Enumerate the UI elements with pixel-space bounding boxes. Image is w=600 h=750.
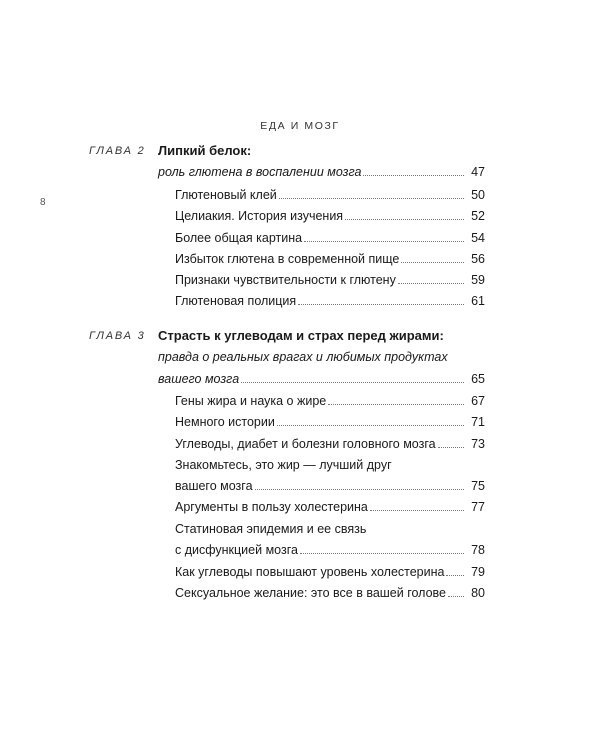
chapter-label: ГЛАВА 2: [89, 145, 146, 157]
dot-leader: [328, 404, 464, 405]
dot-leader: [448, 596, 464, 597]
toc-entry-subtitle[interactable]: [158, 371, 485, 387]
page-ref: 78: [471, 543, 485, 557]
page-ref: 79: [471, 565, 485, 579]
page-ref: 61: [471, 294, 485, 308]
dot-leader: [241, 382, 464, 383]
dot-leader: [446, 575, 464, 576]
toc-entry[interactable]: [175, 436, 485, 452]
toc-entry-line: [175, 521, 366, 537]
chapter-subtitle-text: роль глютена в воспалении мозга: [158, 165, 362, 179]
page-ref: 47: [471, 165, 485, 179]
page-ref: 75: [471, 479, 485, 493]
page-ref: 77: [471, 500, 485, 514]
toc-entry-text: Глютеновая полиция: [175, 294, 297, 308]
toc-entry-text: Целиакия. История изучения: [175, 209, 344, 223]
toc-entry-text: Признаки чувствительности к глютену: [175, 273, 396, 287]
toc-entry[interactable]: [175, 251, 485, 267]
dot-leader: [300, 553, 464, 554]
toc-entry[interactable]: [175, 187, 485, 203]
toc-entry[interactable]: [175, 478, 485, 494]
toc-entry-text: Более общая картина: [175, 231, 303, 245]
dot-leader: [298, 304, 464, 305]
toc-entry-text: Глютеновый клей: [175, 188, 277, 202]
chapter-subtitle-text: правда о реальных врагах и любимых продуктах: [158, 350, 448, 364]
chapter-title: [158, 143, 251, 159]
chapter-title-text: Липкий белок:: [158, 143, 252, 158]
toc-entry-text: Как углеводы повышают уровень холестерина: [175, 565, 445, 579]
toc-entry[interactable]: [175, 414, 485, 430]
dot-leader: [370, 510, 464, 511]
dot-leader: [345, 219, 464, 220]
toc-entry-text: с дисфункцией мозга: [175, 543, 298, 557]
toc-entry[interactable]: [175, 230, 485, 246]
dot-leader: [279, 198, 464, 199]
page-ref: 50: [471, 188, 485, 202]
toc-entry[interactable]: [175, 272, 485, 288]
toc-entry-text: Гены жира и наука о жире: [175, 394, 327, 408]
toc-entry-text: Сексуальное желание: это все в вашей голове: [175, 586, 447, 600]
toc-entry[interactable]: [175, 208, 485, 224]
dot-leader: [438, 447, 464, 448]
toc-entry-subtitle-line: [158, 349, 448, 365]
dot-leader: [304, 241, 464, 242]
page-ref: 56: [471, 252, 485, 266]
toc-entry[interactable]: [175, 393, 485, 409]
toc-entry[interactable]: [175, 542, 485, 558]
dot-leader: [401, 262, 464, 263]
dot-leader: [363, 175, 464, 176]
page-ref: 65: [471, 372, 485, 386]
toc-entry-text: Избыток глютена в современной пище: [175, 252, 400, 266]
page-number: 8: [40, 197, 46, 208]
page-ref: 73: [471, 437, 485, 451]
dot-leader: [255, 489, 464, 490]
toc-entry-text: вашего мозга: [175, 479, 253, 493]
chapter-title: [158, 328, 444, 344]
page-ref: 71: [471, 415, 485, 429]
page-ref: 59: [471, 273, 485, 287]
page-ref: 80: [471, 586, 485, 600]
toc-entry-subtitle[interactable]: [158, 164, 485, 180]
toc-entry[interactable]: [175, 499, 485, 515]
page-ref: 54: [471, 231, 485, 245]
chapter-subtitle-text: вашего мозга: [158, 372, 240, 386]
toc-entry-text: Знакомьтесь, это жир — лучший друг: [175, 458, 392, 472]
dot-leader: [398, 283, 464, 284]
toc-entry-line: [175, 457, 392, 473]
toc-entry[interactable]: [175, 564, 485, 580]
toc-entry-text: Аргументы в пользу холестерина: [175, 500, 368, 514]
toc-entry[interactable]: [175, 585, 485, 601]
chapter-title-text: Страсть к углеводам и страх перед жирами:: [158, 328, 444, 343]
toc-entry-text: Немного истории: [175, 415, 275, 429]
toc-entry-text: Статиновая эпидемия и ее связь: [175, 522, 367, 536]
chapter-label: ГЛАВА 3: [89, 330, 146, 342]
dot-leader: [277, 425, 464, 426]
page-ref: 52: [471, 209, 485, 223]
toc-entry[interactable]: [175, 293, 485, 309]
running-head: ЕДА И МОЗГ: [260, 120, 340, 132]
toc-entry-text: Углеводы, диабет и болезни головного мозга: [175, 437, 436, 451]
page-ref: 67: [471, 394, 485, 408]
